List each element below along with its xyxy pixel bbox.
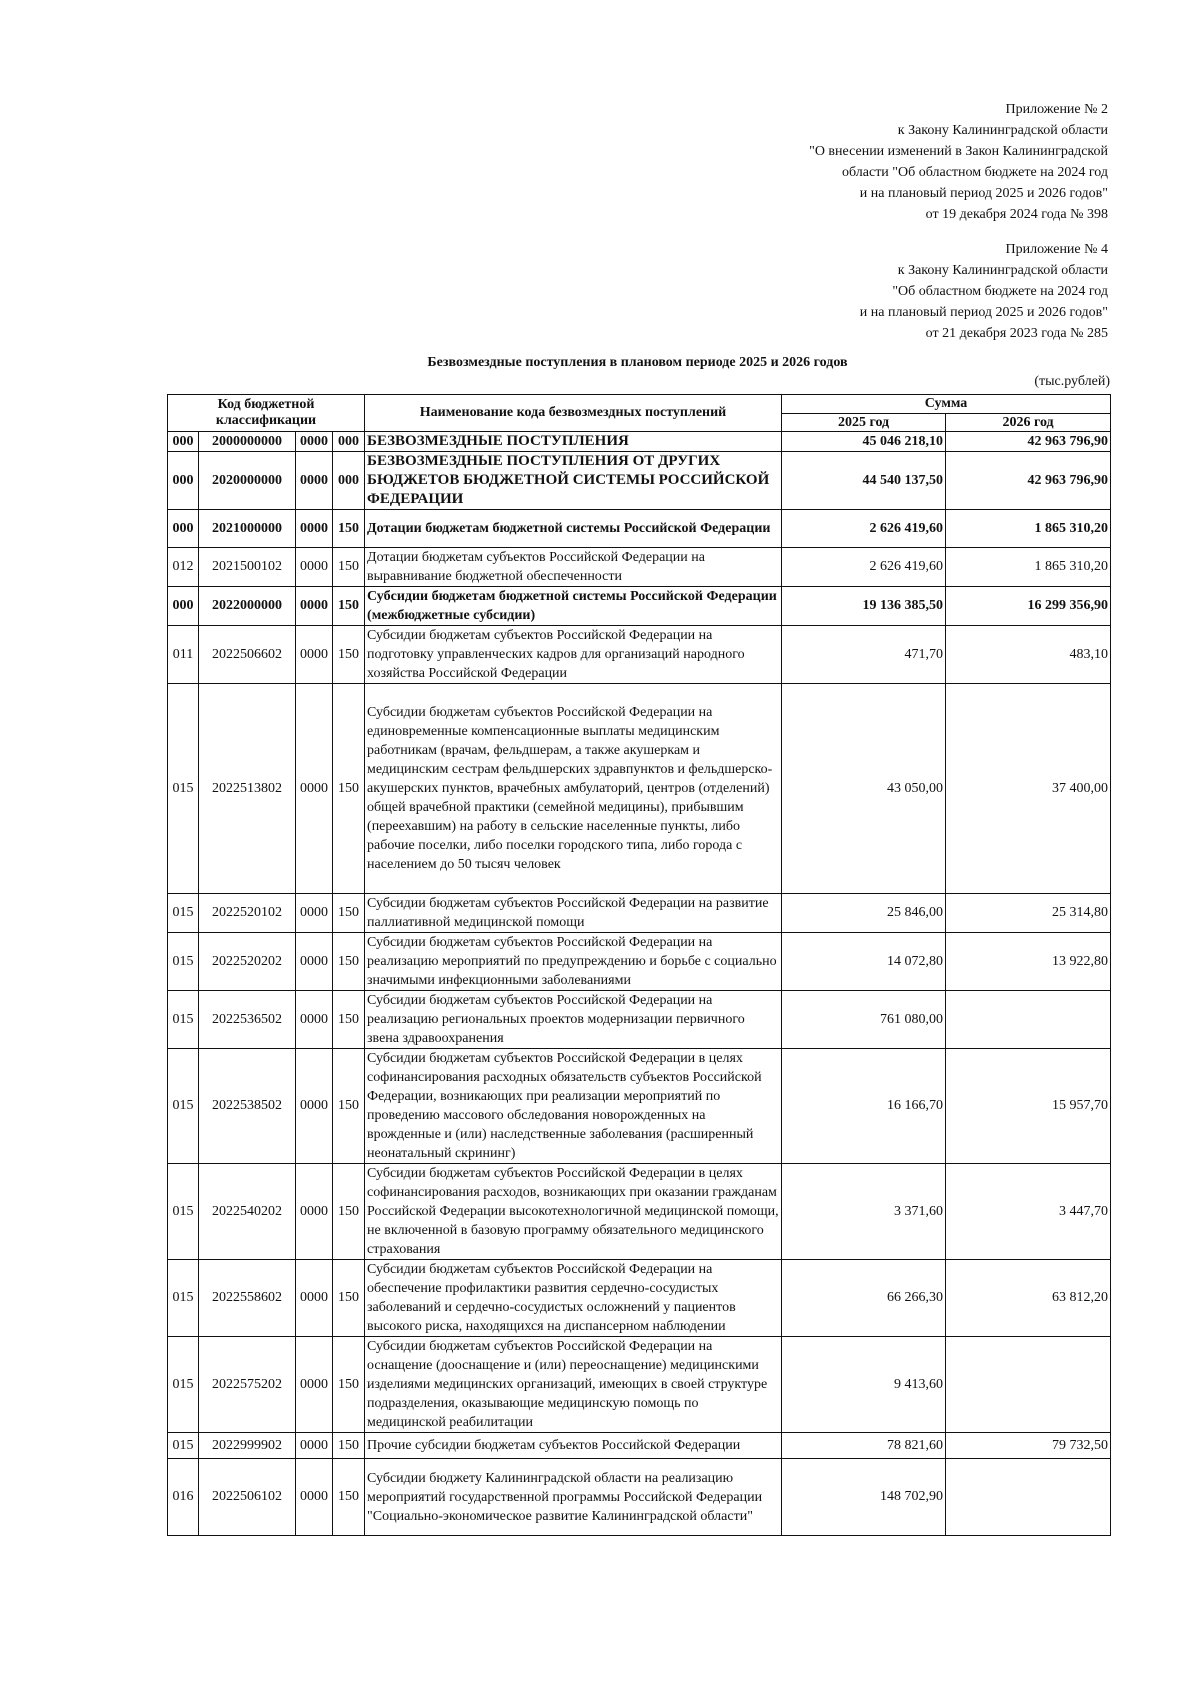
table-row (168, 991, 1111, 1049)
economic-class-cell: 150 (333, 1433, 365, 1459)
annex-line: "Об областном бюджете на 2024 год (892, 284, 1108, 299)
revenue-code-cell: 2022506102 (199, 1459, 296, 1536)
admin-code-cell: 015 (168, 1433, 199, 1459)
revenue-name-cell: Субсидии бюджетам субъектов Российской Федерации на обеспечение профилактики развития сердечно-сосудистых заболеваний и сердечно-сосудистых осложнений у пациентов высокого риска, находящихся на диспансерном наблюдении (365, 1260, 782, 1337)
revenue-name-cell: Субсидии бюджетам субъектов Российской Федерации в целях софинансирования расходных обязательств субъектов Российской Федерации, возникающих при реализации мероприятий по проведению массового обследования новорожденных на врожденные и (или) наследственные заболевания (расширенный неонатальный скрининг) (365, 1049, 782, 1164)
economic-class-cell: 150 (333, 1459, 365, 1536)
annex-original-header (860, 239, 1108, 344)
subtype-code-cell: 0000 (296, 991, 333, 1049)
table-body (168, 432, 1111, 1536)
table-row (168, 1164, 1111, 1260)
subtype-code-cell: 0000 (296, 510, 333, 548)
subtype-code-cell: 0000 (296, 1049, 333, 1164)
amount-2025-cell: 2 626 419,60 (782, 510, 946, 548)
admin-code-cell: 000 (168, 432, 199, 452)
economic-class-cell: 150 (333, 587, 365, 626)
amount-2025-cell: 471,70 (782, 626, 946, 684)
revenue-name-cell: Субсидии бюджетам бюджетной системы Российской Федерации (межбюджетные субсидии) (365, 587, 782, 626)
amount-2025-cell: 78 821,60 (782, 1433, 946, 1459)
admin-code-cell: 015 (168, 1260, 199, 1337)
amount-2025-cell: 14 072,80 (782, 933, 946, 991)
revenue-code-cell: 2021500102 (199, 548, 296, 587)
amount-2025-cell: 9 413,60 (782, 1337, 946, 1433)
amount-2025-cell: 19 136 385,50 (782, 587, 946, 626)
subtype-code-cell: 0000 (296, 1260, 333, 1337)
header-sum: Сумма (782, 395, 1111, 414)
admin-code-cell: 015 (168, 1337, 199, 1433)
admin-code-cell: 000 (168, 587, 199, 626)
admin-code-cell: 000 (168, 510, 199, 548)
amount-2026-cell: 1 865 310,20 (946, 548, 1111, 587)
economic-class-cell: 150 (333, 1337, 365, 1433)
admin-code-cell: 016 (168, 1459, 199, 1536)
annex-line: от 19 декабря 2024 года № 398 (925, 207, 1108, 222)
table-row (168, 1260, 1111, 1337)
revenue-code-cell: 2020000000 (199, 452, 296, 510)
amount-2025-cell: 3 371,60 (782, 1164, 946, 1260)
subtype-code-cell: 0000 (296, 1433, 333, 1459)
revenue-code-cell: 2022536502 (199, 991, 296, 1049)
economic-class-cell: 000 (333, 432, 365, 452)
amount-2026-cell (946, 1459, 1111, 1536)
annex-line: Приложение № 4 (1005, 242, 1108, 257)
revenue-name-cell: Субсидии бюджетам субъектов Российской Федерации на развитие паллиативной медицинской помощи (365, 894, 782, 933)
amount-2026-cell: 63 812,20 (946, 1260, 1111, 1337)
revenue-code-cell: 2022000000 (199, 587, 296, 626)
admin-code-cell: 012 (168, 548, 199, 587)
header-code-classification: Код бюджетной классификации (168, 395, 365, 432)
table-row (168, 684, 1111, 894)
subtype-code-cell: 0000 (296, 1459, 333, 1536)
header-year-2026: 2026 год (946, 414, 1111, 432)
subtype-code-cell: 0000 (296, 684, 333, 894)
admin-code-cell: 015 (168, 991, 199, 1049)
revenue-name-cell: Субсидии бюджету Калининградской области на реализацию мероприятий государственной программы Российской Федерации "Социально-экономическое развитие Калининградской области" (365, 1459, 782, 1536)
annex-current-header (809, 99, 1108, 225)
revenue-code-cell: 2022575202 (199, 1337, 296, 1433)
amount-2026-cell: 79 732,50 (946, 1433, 1111, 1459)
amount-2026-cell: 42 963 796,90 (946, 452, 1111, 510)
subtype-code-cell: 0000 (296, 894, 333, 933)
revenue-name-cell: Субсидии бюджетам субъектов Российской Федерации на подготовку управленческих кадров для организаций народного хозяйства Российской Федерации (365, 626, 782, 684)
economic-class-cell: 150 (333, 684, 365, 894)
revenue-code-cell: 2022513802 (199, 684, 296, 894)
header-name: Наименование кода безвозмездных поступлений (365, 395, 782, 432)
revenue-code-cell: 2000000000 (199, 432, 296, 452)
revenue-code-cell: 2022538502 (199, 1049, 296, 1164)
revenue-name-cell: Субсидии бюджетам субъектов Российской Федерации на реализацию региональных проектов модернизации первичного звена здравоохранения (365, 991, 782, 1049)
annex-line: и на плановый период 2025 и 2026 годов" (859, 305, 1108, 320)
subtype-code-cell: 0000 (296, 933, 333, 991)
amount-2026-cell: 3 447,70 (946, 1164, 1111, 1260)
revenue-name-cell: Дотации бюджетам бюджетной системы Российской Федерации (365, 510, 782, 548)
table-row (168, 1433, 1111, 1459)
amount-2025-cell: 148 702,90 (782, 1459, 946, 1536)
revenue-code-cell: 2022520202 (199, 933, 296, 991)
annex-line: области "Об областном бюджете на 2024 год (842, 165, 1108, 180)
revenue-code-cell: 2022506602 (199, 626, 296, 684)
revenue-name-cell: Дотации бюджетам субъектов Российской Федерации на выравнивание бюджетной обеспеченности (365, 548, 782, 587)
revenue-code-cell: 2021000000 (199, 510, 296, 548)
amount-2026-cell: 1 865 310,20 (946, 510, 1111, 548)
admin-code-cell: 015 (168, 684, 199, 894)
subtype-code-cell: 0000 (296, 1337, 333, 1433)
revenue-name-cell: Субсидии бюджетам субъектов Российской Федерации на реализацию мероприятий по предупреждению и борьбе с социально значимыми инфекционными заболеваниями (365, 933, 782, 991)
amount-2026-cell: 42 963 796,90 (946, 432, 1111, 452)
annex-line: "О внесении изменений в Закон Калининградской (809, 144, 1108, 159)
subtype-code-cell: 0000 (296, 432, 333, 452)
table-row (168, 548, 1111, 587)
admin-code-cell: 000 (168, 452, 199, 510)
amount-2025-cell: 2 626 419,60 (782, 548, 946, 587)
revenue-name-cell: БЕЗВОЗМЕЗДНЫЕ ПОСТУПЛЕНИЯ (365, 432, 782, 452)
revenue-code-cell: 2022999902 (199, 1433, 296, 1459)
subtype-code-cell: 0000 (296, 587, 333, 626)
amount-2025-cell: 43 050,00 (782, 684, 946, 894)
annex-line: и на плановый период 2025 и 2026 годов" (859, 186, 1108, 201)
table-row (168, 452, 1111, 510)
revenue-name-cell: Прочие субсидии бюджетам субъектов Российской Федерации (365, 1433, 782, 1459)
subtype-code-cell: 0000 (296, 452, 333, 510)
amount-2026-cell (946, 991, 1111, 1049)
table-row (168, 1337, 1111, 1433)
economic-class-cell: 000 (333, 452, 365, 510)
amount-2026-cell: 25 314,80 (946, 894, 1111, 933)
amount-2026-cell: 37 400,00 (946, 684, 1111, 894)
admin-code-cell: 015 (168, 1049, 199, 1164)
table-row (168, 933, 1111, 991)
amount-2025-cell: 16 166,70 (782, 1049, 946, 1164)
annex-line: к Закону Калининградской области (897, 123, 1108, 138)
amount-2025-cell: 45 046 218,10 (782, 432, 946, 452)
document-title: Безвозмездные поступления в плановом периоде 2025 и 2026 годов (427, 355, 848, 370)
economic-class-cell: 150 (333, 626, 365, 684)
economic-class-cell: 150 (333, 933, 365, 991)
amount-2025-cell: 44 540 137,50 (782, 452, 946, 510)
subtype-code-cell: 0000 (296, 626, 333, 684)
revenue-name-cell: Субсидии бюджетам субъектов Российской Федерации на единовременные компенсационные выплаты медицинским работникам (врачам, фельдшерам, а также акушеркам и медицинским сестрам фельдшерских здравпунктов и фельдшерско-акушерских пунктов, врачебных амбулаторий, центров (отделений) общей врачебной практики (семейной медицины), прибывшим (переехавшим) на работу в сельские населенные пункты, либо рабочие поселки, либо поселки городского типа, либо города с населением до 50 тысяч человек (365, 684, 782, 894)
table-row (168, 510, 1111, 548)
header-year-2025: 2025 год (782, 414, 946, 432)
subtype-code-cell: 0000 (296, 1164, 333, 1260)
economic-class-cell: 150 (333, 1164, 365, 1260)
revenue-name-cell: Субсидии бюджетам субъектов Российской Федерации в целях софинансирования расходов, возникающих при оказании гражданам Российской Федерации высокотехнологичной медицинской помощи, не включенной в базовую программу обязательного медицинского страхования (365, 1164, 782, 1260)
amount-2026-cell: 15 957,70 (946, 1049, 1111, 1164)
economic-class-cell: 150 (333, 1049, 365, 1164)
amount-2026-cell: 483,10 (946, 626, 1111, 684)
table-row (168, 432, 1111, 452)
economic-class-cell: 150 (333, 548, 365, 587)
amount-2025-cell: 66 266,30 (782, 1260, 946, 1337)
amount-2026-cell (946, 1337, 1111, 1433)
amount-2025-cell: 25 846,00 (782, 894, 946, 933)
revenue-table (167, 394, 1111, 1536)
table-row (168, 1459, 1111, 1536)
revenue-code-cell: 2022520102 (199, 894, 296, 933)
economic-class-cell: 150 (333, 991, 365, 1049)
economic-class-cell: 150 (333, 894, 365, 933)
revenue-code-cell: 2022558602 (199, 1260, 296, 1337)
economic-class-cell: 150 (333, 1260, 365, 1337)
table-row (168, 1049, 1111, 1164)
revenue-name-cell: БЕЗВОЗМЕЗДНЫЕ ПОСТУПЛЕНИЯ ОТ ДРУГИХ БЮДЖЕТОВ БЮДЖЕТНОЙ СИСТЕМЫ РОССИЙСКОЙ ФЕДЕРАЦИИ (365, 452, 782, 510)
revenue-name-cell: Субсидии бюджетам субъектов Российской Федерации на оснащение (дооснащение и (или) переоснащение) медицинскими изделиями медицинских организаций, имеющих в своей структуре подразделения, оказывающие медицинскую помощь по медицинской реабилитации (365, 1337, 782, 1433)
admin-code-cell: 015 (168, 933, 199, 991)
table-row (168, 626, 1111, 684)
amount-2026-cell: 13 922,80 (946, 933, 1111, 991)
subtype-code-cell: 0000 (296, 548, 333, 587)
amount-2025-cell: 761 080,00 (782, 991, 946, 1049)
admin-code-cell: 015 (168, 894, 199, 933)
annex-line: Приложение № 2 (1005, 102, 1108, 117)
admin-code-cell: 011 (168, 626, 199, 684)
economic-class-cell: 150 (333, 510, 365, 548)
annex-line: от 21 декабря 2023 года № 285 (925, 326, 1108, 341)
admin-code-cell: 015 (168, 1164, 199, 1260)
revenue-code-cell: 2022540202 (199, 1164, 296, 1260)
annex-line: к Закону Калининградской области (897, 263, 1108, 278)
amount-2026-cell: 16 299 356,90 (946, 587, 1111, 626)
units-label: (тыс.рублей) (1034, 374, 1110, 389)
table-row (168, 894, 1111, 933)
table-row (168, 587, 1111, 626)
